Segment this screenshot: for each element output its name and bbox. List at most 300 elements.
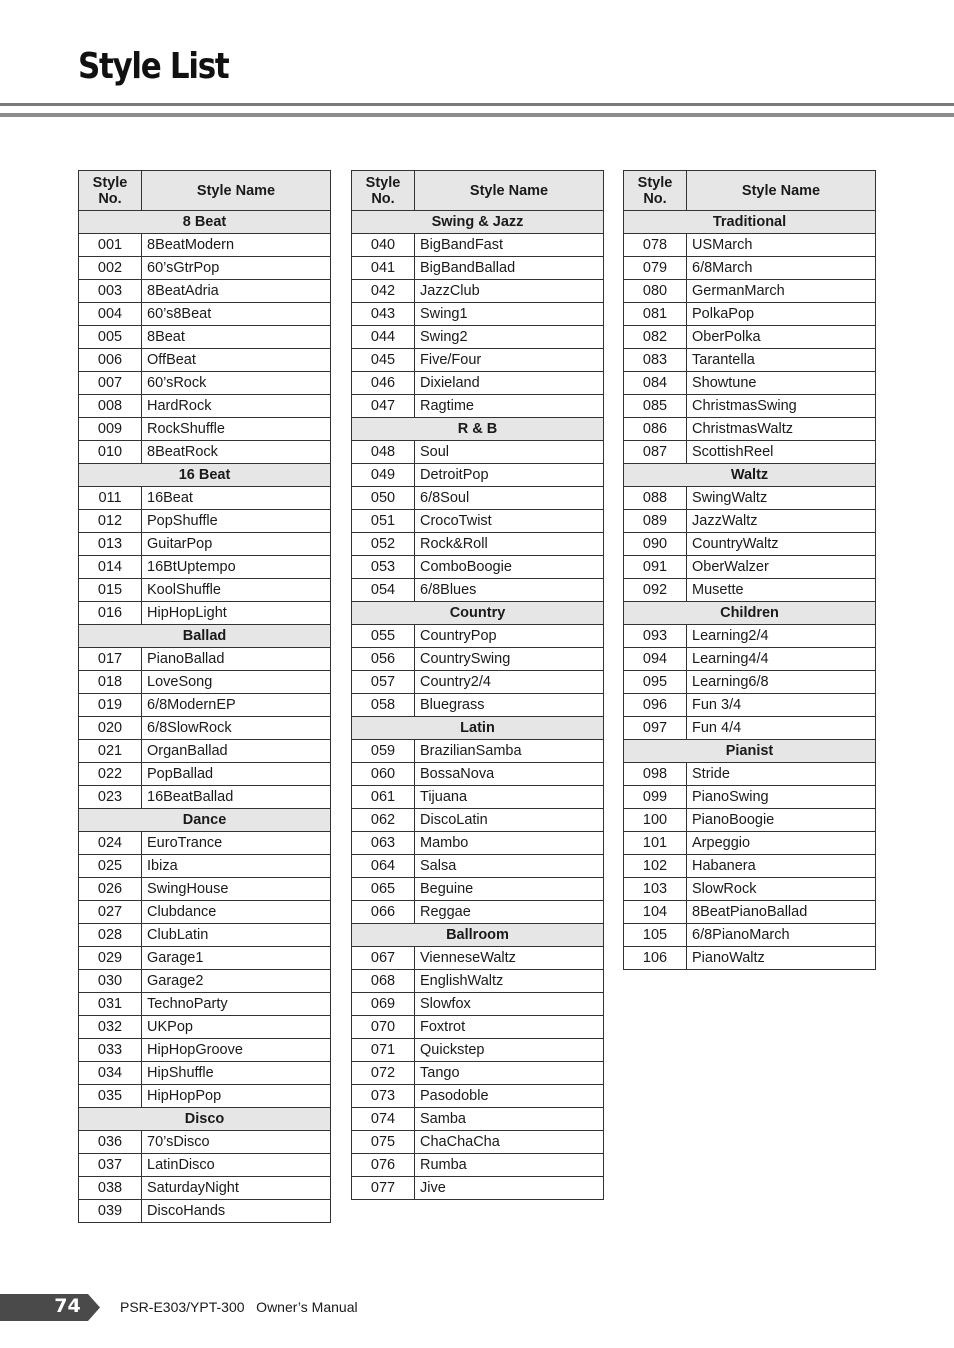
style-name: KoolShuffle	[142, 579, 331, 602]
style-name: Swing1	[415, 303, 604, 326]
style-name: Musette	[687, 579, 876, 602]
style-name: 16BtUptempo	[142, 556, 331, 579]
table-row	[352, 579, 604, 602]
style-number: 047	[352, 395, 415, 418]
style-name: SlowRock	[687, 878, 876, 901]
table-row	[79, 763, 331, 786]
style-name: Fun 3/4	[687, 694, 876, 717]
table-row	[79, 602, 331, 625]
table-row	[79, 648, 331, 671]
category-label: 8 Beat	[79, 211, 331, 234]
style-no-header	[79, 171, 142, 211]
style-number: 096	[624, 694, 687, 717]
table-row	[352, 740, 604, 763]
style-number: 106	[624, 947, 687, 970]
style-number: 061	[352, 786, 415, 809]
style-number: 060	[352, 763, 415, 786]
style-number: 058	[352, 694, 415, 717]
style-name: 8BeatPianoBallad	[687, 901, 876, 924]
table-row	[352, 349, 604, 372]
table-row	[79, 855, 331, 878]
style-name: UKPop	[142, 1016, 331, 1039]
style-name: Habanera	[687, 855, 876, 878]
style-name: Rumba	[415, 1154, 604, 1177]
category-row	[624, 602, 876, 625]
style-name: Swing2	[415, 326, 604, 349]
table-row	[624, 625, 876, 648]
style-name: PolkaPop	[687, 303, 876, 326]
table-row	[624, 855, 876, 878]
style-name: Fun 4/4	[687, 717, 876, 740]
category-row	[352, 602, 604, 625]
style-name: Learning4/4	[687, 648, 876, 671]
style-name: Ragtime	[415, 395, 604, 418]
style-number: 075	[352, 1131, 415, 1154]
style-number: 049	[352, 464, 415, 487]
style-number: 059	[352, 740, 415, 763]
table-row	[79, 924, 331, 947]
table-row	[352, 556, 604, 579]
style-name: HipHopPop	[142, 1085, 331, 1108]
table-row	[79, 510, 331, 533]
style-number: 067	[352, 947, 415, 970]
table-row	[352, 372, 604, 395]
style-number: 064	[352, 855, 415, 878]
table-row	[624, 326, 876, 349]
style-name: Showtune	[687, 372, 876, 395]
table-row	[79, 1039, 331, 1062]
style-number: 001	[79, 234, 142, 257]
category-row	[79, 464, 331, 487]
style-number: 002	[79, 257, 142, 280]
table-row	[79, 694, 331, 717]
table-row	[624, 809, 876, 832]
style-name: Tarantella	[687, 349, 876, 372]
style-name: ClubLatin	[142, 924, 331, 947]
style-number: 041	[352, 257, 415, 280]
title-rule-bottom	[0, 113, 954, 117]
style-no-header	[352, 171, 415, 211]
table-row	[79, 556, 331, 579]
style-name: HardRock	[142, 395, 331, 418]
style-name: PianoWaltz	[687, 947, 876, 970]
style-number: 048	[352, 441, 415, 464]
table-row	[352, 1177, 604, 1200]
style-number: 010	[79, 441, 142, 464]
category-label: Latin	[352, 717, 604, 740]
style-name: PopShuffle	[142, 510, 331, 533]
style-number: 023	[79, 786, 142, 809]
style-name: TechnoParty	[142, 993, 331, 1016]
style-number: 011	[79, 487, 142, 510]
table-row	[352, 395, 604, 418]
category-label: Ballroom	[352, 924, 604, 947]
style-number: 021	[79, 740, 142, 763]
style-number: 084	[624, 372, 687, 395]
style-number: 029	[79, 947, 142, 970]
style-name: ChristmasWaltz	[687, 418, 876, 441]
style-number: 054	[352, 579, 415, 602]
table-row	[79, 1200, 331, 1223]
style-name: SwingHouse	[142, 878, 331, 901]
table-row	[352, 533, 604, 556]
style-number: 044	[352, 326, 415, 349]
style-name: ChristmasSwing	[687, 395, 876, 418]
style-number: 008	[79, 395, 142, 418]
style-number: 073	[352, 1085, 415, 1108]
table-row	[79, 326, 331, 349]
style-number: 094	[624, 648, 687, 671]
style-name: 70’sDisco	[142, 1131, 331, 1154]
style-name: 6/8ModernEP	[142, 694, 331, 717]
style-number: 017	[79, 648, 142, 671]
category-label: Disco	[79, 1108, 331, 1131]
style-number: 018	[79, 671, 142, 694]
table-row	[79, 487, 331, 510]
table-row	[352, 326, 604, 349]
style-name: 60’sRock	[142, 372, 331, 395]
table-row	[624, 556, 876, 579]
style-number: 055	[352, 625, 415, 648]
manual-title: PSR-E303/YPT-300 Owner’s Manual	[120, 1299, 358, 1315]
style-name: 16Beat	[142, 487, 331, 510]
category-label: Swing & Jazz	[352, 211, 604, 234]
style-number: 012	[79, 510, 142, 533]
table-row	[352, 464, 604, 487]
style-no-header-line: No.	[98, 190, 122, 207]
style-name: HipHopLight	[142, 602, 331, 625]
table-row	[352, 1154, 604, 1177]
table-row	[624, 418, 876, 441]
style-number: 087	[624, 441, 687, 464]
table-row	[352, 947, 604, 970]
style-number: 037	[79, 1154, 142, 1177]
style-number: 092	[624, 579, 687, 602]
style-number: 034	[79, 1062, 142, 1085]
style-name: Soul	[415, 441, 604, 464]
table-row	[79, 418, 331, 441]
category-label: Ballad	[79, 625, 331, 648]
style-name: VienneseWaltz	[415, 947, 604, 970]
table-row	[352, 671, 604, 694]
table-row	[79, 740, 331, 763]
table-row	[352, 257, 604, 280]
style-name: JazzWaltz	[687, 510, 876, 533]
style-number: 097	[624, 717, 687, 740]
style-name: RockShuffle	[142, 418, 331, 441]
table-row	[79, 786, 331, 809]
table-row	[352, 970, 604, 993]
table-row	[79, 901, 331, 924]
style-number: 050	[352, 487, 415, 510]
style-number: 088	[624, 487, 687, 510]
table-row	[79, 280, 331, 303]
style-number: 043	[352, 303, 415, 326]
style-name: JazzClub	[415, 280, 604, 303]
style-name: CountryPop	[415, 625, 604, 648]
category-label: Pianist	[624, 740, 876, 763]
table-row	[352, 786, 604, 809]
style-number: 101	[624, 832, 687, 855]
category-label: Children	[624, 602, 876, 625]
style-number: 069	[352, 993, 415, 1016]
style-name: Country2/4	[415, 671, 604, 694]
style-number: 063	[352, 832, 415, 855]
style-name: GuitarPop	[142, 533, 331, 556]
style-name: HipShuffle	[142, 1062, 331, 1085]
style-number: 039	[79, 1200, 142, 1223]
table-row	[352, 855, 604, 878]
style-number: 007	[79, 372, 142, 395]
style-name: Dixieland	[415, 372, 604, 395]
table-row	[624, 648, 876, 671]
style-number: 065	[352, 878, 415, 901]
style-number: 100	[624, 809, 687, 832]
style-number: 020	[79, 717, 142, 740]
style-name: HipHopGroove	[142, 1039, 331, 1062]
style-number: 015	[79, 579, 142, 602]
category-label: R & B	[352, 418, 604, 441]
style-name: Slowfox	[415, 993, 604, 1016]
style-name: Mambo	[415, 832, 604, 855]
style-number: 024	[79, 832, 142, 855]
title-rule-top	[0, 103, 954, 106]
style-number: 026	[79, 878, 142, 901]
style-number: 076	[352, 1154, 415, 1177]
category-row	[624, 464, 876, 487]
table-row	[352, 487, 604, 510]
style-number: 072	[352, 1062, 415, 1085]
style-name: 6/8Blues	[415, 579, 604, 602]
style-number: 103	[624, 878, 687, 901]
table-row	[79, 878, 331, 901]
style-number: 068	[352, 970, 415, 993]
style-name: 8BeatRock	[142, 441, 331, 464]
table-row	[352, 763, 604, 786]
style-number: 016	[79, 602, 142, 625]
style-number: 045	[352, 349, 415, 372]
table-row	[79, 1062, 331, 1085]
table-row	[79, 257, 331, 280]
category-label: Traditional	[624, 211, 876, 234]
style-name: LatinDisco	[142, 1154, 331, 1177]
style-name: USMarch	[687, 234, 876, 257]
table-row	[624, 901, 876, 924]
style-name: ComboBoogie	[415, 556, 604, 579]
style-name: BrazilianSamba	[415, 740, 604, 763]
table-row	[352, 510, 604, 533]
table-row	[624, 234, 876, 257]
style-no-header-line: Style	[92, 174, 128, 191]
table-row	[79, 303, 331, 326]
style-name: Foxtrot	[415, 1016, 604, 1039]
table-row	[624, 878, 876, 901]
style-name: 60’sGtrPop	[142, 257, 331, 280]
style-number: 033	[79, 1039, 142, 1062]
style-number: 014	[79, 556, 142, 579]
style-name: BigBandFast	[415, 234, 604, 257]
style-number: 057	[352, 671, 415, 694]
style-name: 8BeatAdria	[142, 280, 331, 303]
style-number: 004	[79, 303, 142, 326]
category-row	[79, 809, 331, 832]
style-name: PopBallad	[142, 763, 331, 786]
table-row	[352, 441, 604, 464]
style-number: 056	[352, 648, 415, 671]
style-name: 6/8SlowRock	[142, 717, 331, 740]
style-name: EuroTrance	[142, 832, 331, 855]
table-row	[352, 832, 604, 855]
page-title: Style List	[78, 46, 229, 87]
style-number: 031	[79, 993, 142, 1016]
category-label: Waltz	[624, 464, 876, 487]
style-number: 093	[624, 625, 687, 648]
style-name: Garage1	[142, 947, 331, 970]
style-number: 006	[79, 349, 142, 372]
style-name: Ibiza	[142, 855, 331, 878]
style-no-header-line: No.	[371, 190, 395, 207]
style-number: 104	[624, 901, 687, 924]
style-number: 099	[624, 786, 687, 809]
style-number: 098	[624, 763, 687, 786]
style-name: Samba	[415, 1108, 604, 1131]
table-row	[624, 372, 876, 395]
table-row	[352, 1085, 604, 1108]
table-row	[79, 441, 331, 464]
style-number: 102	[624, 855, 687, 878]
table-row	[624, 579, 876, 602]
style-name: 60’s8Beat	[142, 303, 331, 326]
table-row	[79, 1131, 331, 1154]
style-number: 079	[624, 257, 687, 280]
style-number: 040	[352, 234, 415, 257]
table-row	[624, 303, 876, 326]
table-row	[352, 901, 604, 924]
style-number: 030	[79, 970, 142, 993]
style-name: OberPolka	[687, 326, 876, 349]
table-row	[624, 947, 876, 970]
category-row	[79, 1108, 331, 1131]
style-name: Salsa	[415, 855, 604, 878]
category-row	[352, 418, 604, 441]
table-row	[624, 924, 876, 947]
table-row	[624, 257, 876, 280]
category-row	[624, 740, 876, 763]
table-row	[352, 625, 604, 648]
style-number: 019	[79, 694, 142, 717]
style-name: Garage2	[142, 970, 331, 993]
table-row	[79, 947, 331, 970]
category-row	[352, 924, 604, 947]
style-number: 025	[79, 855, 142, 878]
style-name: Rock&Roll	[415, 533, 604, 556]
table-row	[79, 832, 331, 855]
table-row	[79, 993, 331, 1016]
style-name: 6/8March	[687, 257, 876, 280]
table-row	[624, 533, 876, 556]
table-row	[79, 1016, 331, 1039]
style-name: Learning2/4	[687, 625, 876, 648]
table-row	[352, 303, 604, 326]
style-number: 081	[624, 303, 687, 326]
table-row	[352, 809, 604, 832]
style-name: Beguine	[415, 878, 604, 901]
style-number: 003	[79, 280, 142, 303]
table-row	[624, 763, 876, 786]
style-name: PianoBallad	[142, 648, 331, 671]
category-label: 16 Beat	[79, 464, 331, 487]
table-row	[624, 694, 876, 717]
style-number: 077	[352, 1177, 415, 1200]
style-number: 051	[352, 510, 415, 533]
table-row	[79, 1085, 331, 1108]
style-table-column-2	[351, 170, 604, 1200]
style-number: 042	[352, 280, 415, 303]
table-row	[352, 1016, 604, 1039]
style-table-column-3	[623, 170, 876, 970]
style-name: Bluegrass	[415, 694, 604, 717]
style-name: DiscoHands	[142, 1200, 331, 1223]
table-row	[624, 280, 876, 303]
table-row	[79, 970, 331, 993]
table-row	[352, 993, 604, 1016]
style-name: EnglishWaltz	[415, 970, 604, 993]
style-name: Jive	[415, 1177, 604, 1200]
style-number: 066	[352, 901, 415, 924]
style-name: GermanMarch	[687, 280, 876, 303]
table-row	[352, 1062, 604, 1085]
page-number: 74	[54, 1295, 81, 1317]
table-row	[352, 694, 604, 717]
style-number: 080	[624, 280, 687, 303]
style-name: SwingWaltz	[687, 487, 876, 510]
category-row	[624, 211, 876, 234]
style-number: 071	[352, 1039, 415, 1062]
style-name: LoveSong	[142, 671, 331, 694]
table-row	[624, 441, 876, 464]
style-no-header-line: Style	[365, 174, 401, 191]
style-name: Arpeggio	[687, 832, 876, 855]
style-number: 036	[79, 1131, 142, 1154]
style-number: 086	[624, 418, 687, 441]
style-number: 046	[352, 372, 415, 395]
category-label: Dance	[79, 809, 331, 832]
table-row	[352, 1131, 604, 1154]
style-name-header: Style Name	[142, 171, 331, 211]
style-name: CountryWaltz	[687, 533, 876, 556]
table-row	[79, 395, 331, 418]
table-row	[79, 1177, 331, 1200]
style-number: 009	[79, 418, 142, 441]
style-number: 052	[352, 533, 415, 556]
category-row	[352, 211, 604, 234]
category-row	[79, 211, 331, 234]
style-number: 005	[79, 326, 142, 349]
style-name: 6/8PianoMarch	[687, 924, 876, 947]
style-name: BossaNova	[415, 763, 604, 786]
table-row	[79, 717, 331, 740]
style-no-header	[624, 171, 687, 211]
style-number: 062	[352, 809, 415, 832]
style-number: 027	[79, 901, 142, 924]
style-name: Clubdance	[142, 901, 331, 924]
style-number: 053	[352, 556, 415, 579]
style-number: 090	[624, 533, 687, 556]
style-name: DiscoLatin	[415, 809, 604, 832]
style-name: ScottishReel	[687, 441, 876, 464]
category-row	[79, 625, 331, 648]
table-row	[624, 786, 876, 809]
